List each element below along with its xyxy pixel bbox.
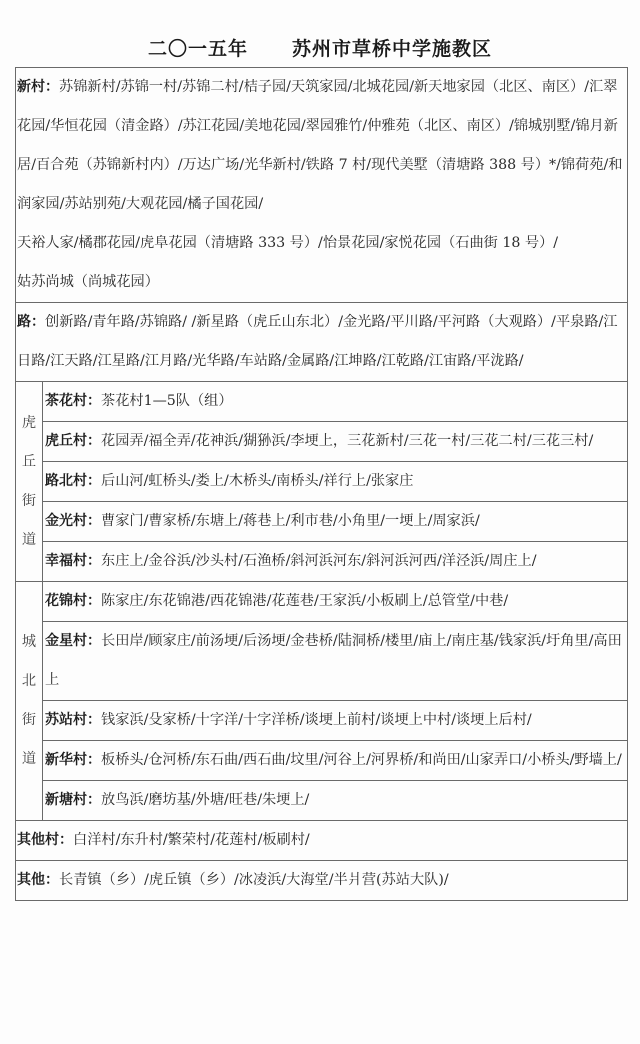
row-chengbei-suzhan — [16, 701, 628, 741]
village-cell — [43, 542, 628, 582]
cell-others — [16, 861, 628, 901]
label-roads: 路： — [17, 314, 45, 330]
village-text: 花园弄/福全弄/花神浜/猢狲浜/李埂上，三花新村/三花一村/三花二村/三花三村/ — [101, 433, 594, 449]
street-char: 街 — [21, 492, 37, 509]
village-label: 苏站村： — [45, 712, 101, 728]
street-char: 虎 — [21, 414, 37, 431]
page-title — [0, 34, 640, 61]
row-roads — [16, 303, 628, 382]
label-xincun: 新村： — [17, 79, 59, 95]
row-huqiu-lubei — [16, 462, 628, 502]
village-label: 路北村： — [45, 473, 101, 489]
village-cell — [43, 622, 628, 701]
village-cell — [43, 462, 628, 502]
village-label: 新塘村： — [45, 792, 101, 808]
street-char: 道 — [21, 531, 37, 548]
village-label: 茶花村： — [45, 393, 101, 409]
street-char: 北 — [21, 673, 37, 689]
village-cell — [43, 382, 628, 422]
title-school: 苏州市草桥中学施教区 — [292, 38, 493, 60]
row-huqiu-chahua — [16, 382, 628, 422]
village-text: 东庄上/金谷浜/沙头村/石渔桥/斜河浜河东/斜河浜河西/洋泾浜/周庄上/ — [101, 553, 537, 569]
street-char: 街 — [21, 712, 37, 728]
cell-other-villages — [16, 821, 628, 861]
row-chengbei-xintang — [16, 781, 628, 821]
cell-roads — [16, 303, 628, 382]
village-text: 长田岸/顾家庄/前汤埂/后汤埂/金巷桥/陆洞桥/楼里/庙上/南庄基/钱家浜/圩角里/高田上 — [45, 633, 622, 688]
row-others — [16, 861, 628, 901]
row-huqiu-xingfu — [16, 542, 628, 582]
text-other-villages: 白洋村/东升村/繁荣村/花莲村/板刷村/ — [73, 832, 310, 848]
street-char: 道 — [21, 751, 37, 767]
village-cell — [43, 582, 628, 622]
text-xincun-2: 天裕人家/橘郡花园/虎阜花园（清塘路 333 号）/怡景花园/家悦花园（石曲街 18 号）/ — [17, 235, 559, 251]
village-label: 金光村： — [45, 513, 101, 529]
village-cell — [43, 741, 628, 781]
row-chengbei-huajin — [16, 582, 628, 622]
title-year: 二〇一五年 — [147, 38, 248, 60]
village-text: 板桥头/仓河桥/东石曲/西石曲/坟里/河谷上/河界桥/和尚田/山家弄口/小桥头/野墙上/ — [101, 752, 622, 768]
village-text: 放鸟浜/磨坊基/外塘/旺巷/朱埂上/ — [101, 792, 310, 808]
row-chengbei-xinhua — [16, 741, 628, 781]
row-chengbei-jinxing — [16, 622, 628, 701]
cell-xincun — [16, 68, 628, 303]
label-others: 其他： — [17, 872, 59, 888]
street-name-chengbei — [16, 582, 43, 821]
row-huqiu-jinguang — [16, 502, 628, 542]
village-text: 曹家门/曹家桥/东塘上/蒋巷上/利市巷/小角里/一埂上/周家浜/ — [101, 513, 480, 529]
village-label: 新华村： — [45, 752, 101, 768]
village-cell — [43, 422, 628, 462]
text-xincun: 苏锦新村/苏锦一村/苏锦二村/桔子园/天筑家园/北城花园/新天地家园（北区、南区）/汇翠花园/华恒花园（清金路）/苏江花园/美地花园/翠园雅竹/仲雅苑（北区、南区）/锦城别墅/锦月新居/百合苑（苏锦新村内）/万达广场/光华新村/铁路 7 村/现代美墅（清塘路 388 号）*/锦荷苑/和润家园/苏站别苑/大观花园/橘子国花园/ — [17, 79, 623, 212]
village-cell — [43, 701, 628, 741]
row-huqiu-huqiu — [16, 422, 628, 462]
village-text: 钱家浜/殳家桥/十字洋/十字洋桥/谈埂上前村/谈埂上中村/谈埂上后村/ — [101, 712, 532, 728]
text-xincun-3: 姑苏尚城（尚城花园） — [17, 274, 159, 290]
row-other-villages — [16, 821, 628, 861]
village-label: 金星村： — [45, 633, 101, 649]
street-char: 城 — [21, 634, 37, 650]
village-text: 后山河/虹桥头/娄上/木桥头/南桥头/祥行上/张家庄 — [101, 473, 414, 489]
row-xincun — [16, 68, 628, 303]
village-label: 虎丘村： — [45, 433, 101, 449]
label-other-villages: 其他村： — [17, 832, 73, 848]
text-others: 长青镇（乡）/虎丘镇（乡）/冰凌浜/大海堂/半爿营(苏站大队)/ — [59, 872, 449, 888]
village-cell — [43, 781, 628, 821]
catchment-table — [15, 67, 628, 901]
street-name-huqiu — [16, 382, 43, 582]
village-label: 幸福村： — [45, 553, 101, 569]
street-char: 丘 — [21, 453, 37, 470]
village-cell — [43, 502, 628, 542]
village-text: 陈家庄/东花锦港/西花锦港/花莲巷/王家浜/小板刷上/总管堂/中巷/ — [101, 593, 509, 609]
village-label: 花锦村： — [45, 593, 101, 609]
text-roads: 创新路/青年路/苏锦路/ /新星路（虎丘山东北）/金光路/平川路/平河路（大观路）/平泉路/江日路/江天路/江星路/江月路/光华路/车站路/金属路/江坤路/江乾路/江宙路/平泷路/ — [17, 314, 618, 369]
village-text: 茶花村1—5队（组） — [101, 393, 233, 409]
